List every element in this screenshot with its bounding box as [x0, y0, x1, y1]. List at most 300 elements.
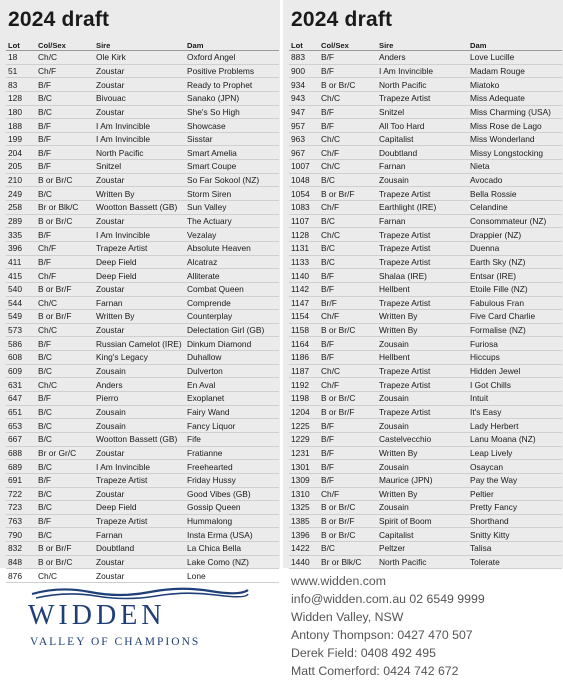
cell-lot: 540	[6, 282, 36, 296]
table-row	[289, 364, 562, 378]
cell-dam: Entsar (IRE)	[468, 269, 562, 283]
cell-dam: Miss Rose de Lago	[468, 119, 562, 133]
cell-col-sex: B/F	[36, 392, 94, 406]
cell-sire: Zousain	[94, 364, 185, 378]
cell-col-sex: Ch/F	[36, 64, 94, 78]
cell-col-sex: B or Br/F	[319, 514, 377, 528]
cell-sire: Zoustar	[94, 569, 185, 583]
cell-lot: 1396	[289, 528, 319, 542]
table-row	[289, 460, 562, 474]
table-row	[6, 501, 279, 515]
table-row	[6, 405, 279, 419]
table-row	[6, 419, 279, 433]
cell-dam: Leap Lively	[468, 446, 562, 460]
cell-col-sex: B/F	[319, 269, 377, 283]
table-row	[6, 432, 279, 446]
cell-sire: Trapeze Artist	[94, 514, 185, 528]
table-row	[289, 446, 562, 460]
cell-col-sex: B or Br/C	[319, 528, 377, 542]
cell-dam: She's So High	[185, 105, 279, 119]
cell-sire: Zousain	[377, 337, 468, 351]
cell-col-sex: B or Br/F	[36, 310, 94, 324]
cell-sire: Russian Camelot (IRE)	[94, 337, 185, 351]
cell-col-sex: Ch/F	[319, 310, 377, 324]
cell-lot: 1142	[289, 282, 319, 296]
table-row	[289, 487, 562, 501]
table-row	[289, 432, 562, 446]
cell-dam: Comprende	[185, 296, 279, 310]
cell-dam: Fabulous Fran	[468, 296, 562, 310]
table-row	[289, 228, 562, 242]
cell-dam: Insta Erma (USA)	[185, 528, 279, 542]
cell-lot: 1231	[289, 446, 319, 460]
cell-sire: Zousain	[94, 405, 185, 419]
cell-sire: Snitzel	[377, 105, 468, 119]
cell-col-sex: B/F	[319, 419, 377, 433]
cell-sire: Anders	[377, 51, 468, 65]
cell-sire: I Am Invincible	[94, 119, 185, 133]
table-row	[289, 473, 562, 487]
cell-col-sex: B or Br/F	[36, 282, 94, 296]
header-lot: Lot	[6, 40, 36, 51]
cell-sire: Trapeze Artist	[377, 255, 468, 269]
table-row	[289, 269, 562, 283]
table-row	[6, 64, 279, 78]
cell-col-sex: B/C	[36, 419, 94, 433]
cell-sire: Zousain	[377, 460, 468, 474]
cell-col-sex: Ch/C	[36, 51, 94, 65]
table-row	[6, 282, 279, 296]
cell-lot: 1310	[289, 487, 319, 501]
table-row	[289, 119, 562, 133]
cell-dam: Dinkum Diamond	[185, 337, 279, 351]
cell-lot: 1131	[289, 241, 319, 255]
cell-lot: 289	[6, 214, 36, 228]
cell-sire: Castelvecchio	[377, 432, 468, 446]
cell-dam: Bella Rossie	[468, 187, 562, 201]
cell-dam: Sisstar	[185, 132, 279, 146]
cell-sire: Trapeze Artist	[377, 91, 468, 105]
cell-dam: La Chica Bella	[185, 542, 279, 556]
table-row	[289, 105, 562, 119]
cell-sire: North Pacific	[377, 78, 468, 92]
cell-sire: Written By	[377, 446, 468, 460]
cell-lot: 609	[6, 364, 36, 378]
email-phone[interactable]: info@widden.com.au 02 6549 9999	[291, 592, 485, 606]
cell-dam: Delectation Girl (GB)	[185, 323, 279, 337]
cell-col-sex: Br or Gr/C	[36, 446, 94, 460]
cell-lot: 763	[6, 514, 36, 528]
cell-col-sex: B or Br/C	[319, 501, 377, 515]
cell-dam: Pretty Fancy	[468, 501, 562, 515]
cell-dam: Duhallow	[185, 351, 279, 365]
cell-dam: Etoile Fille (NZ)	[468, 282, 562, 296]
cell-sire: Anders	[94, 378, 185, 392]
table-row	[289, 91, 562, 105]
cell-lot: 1422	[289, 542, 319, 556]
cell-sire: All Too Hard	[377, 119, 468, 133]
cell-dam: Good Vibes (GB)	[185, 487, 279, 501]
table-row	[6, 173, 279, 187]
cell-col-sex: Br/F	[319, 296, 377, 310]
cell-col-sex: B or Br/C	[36, 173, 94, 187]
cell-lot: 415	[6, 269, 36, 283]
table-row	[289, 337, 562, 351]
table-row	[289, 255, 562, 269]
cell-sire: Zousain	[377, 501, 468, 515]
cell-dam: Miss Adequate	[468, 91, 562, 105]
cell-dam: Alliterate	[185, 269, 279, 283]
table-row	[6, 214, 279, 228]
cell-dam: Counterplay	[185, 310, 279, 324]
table-row	[6, 323, 279, 337]
draft-list-right	[283, 0, 563, 568]
cell-col-sex: B/C	[36, 432, 94, 446]
cell-lot: 876	[6, 569, 36, 583]
cell-sire: Snitzel	[94, 160, 185, 174]
cell-dam: Pay the Way	[468, 473, 562, 487]
cell-lot: 205	[6, 160, 36, 174]
table-row	[6, 514, 279, 528]
table-row	[6, 351, 279, 365]
cell-dam: Shorthand	[468, 514, 562, 528]
cell-dam: En Aval	[185, 378, 279, 392]
cell-sire: Written By	[94, 187, 185, 201]
cell-sire: Doubtland	[94, 542, 185, 556]
cell-dam: Talisa	[468, 542, 562, 556]
cell-sire: North Pacific	[94, 146, 185, 160]
cell-col-sex: B/F	[36, 255, 94, 269]
table-row	[289, 51, 562, 65]
draft-rows-left	[6, 51, 279, 583]
cell-col-sex: B/F	[36, 337, 94, 351]
cell-lot: 1048	[289, 173, 319, 187]
cell-lot: 1054	[289, 187, 319, 201]
cell-sire: Zousain	[377, 173, 468, 187]
cell-lot: 1007	[289, 160, 319, 174]
cell-sire: Zoustar	[94, 64, 185, 78]
table-row	[6, 392, 279, 406]
cell-col-sex: B/F	[319, 105, 377, 119]
cell-lot: 1083	[289, 201, 319, 215]
cell-lot: 1133	[289, 255, 319, 269]
cell-sire: Wootton Bassett (GB)	[94, 201, 185, 215]
cell-lot: 249	[6, 187, 36, 201]
cell-lot: 549	[6, 310, 36, 324]
cell-sire: I Am Invincible	[94, 132, 185, 146]
draft-table-right	[289, 40, 562, 569]
cell-col-sex: Ch/C	[36, 323, 94, 337]
table-row	[6, 310, 279, 324]
cell-lot: 832	[6, 542, 36, 556]
cell-dam: Freehearted	[185, 460, 279, 474]
cell-dam: Gossip Queen	[185, 501, 279, 515]
table-row	[6, 378, 279, 392]
cell-dam: Alcatraz	[185, 255, 279, 269]
cell-col-sex: B or Br/F	[36, 542, 94, 556]
cell-lot: 934	[289, 78, 319, 92]
cell-dam: Furiosa	[468, 337, 562, 351]
cell-dam: Missy Longstocking	[468, 146, 562, 160]
cell-lot: 1140	[289, 269, 319, 283]
cell-dam: Madam Rouge	[468, 64, 562, 78]
draft-list-left	[0, 0, 280, 581]
wave-icon	[30, 586, 250, 600]
logo-tagline: VALLEY OF CHAMPIONS	[30, 636, 201, 648]
cell-lot: 943	[289, 91, 319, 105]
cell-dam: Fife	[185, 432, 279, 446]
cell-dam: Sanako (JPN)	[185, 91, 279, 105]
table-header-row	[6, 40, 279, 51]
cell-lot: 790	[6, 528, 36, 542]
table-row	[6, 364, 279, 378]
cell-dam: Intuit	[468, 392, 562, 406]
cell-dam: Consommateur (NZ)	[468, 214, 562, 228]
cell-dam: Miss Wonderland	[468, 132, 562, 146]
table-row	[6, 132, 279, 146]
cell-col-sex: B/C	[36, 405, 94, 419]
cell-dam: Hummalong	[185, 514, 279, 528]
table-row	[289, 173, 562, 187]
cell-col-sex: B/F	[319, 446, 377, 460]
draft-rows-right	[289, 51, 562, 569]
cell-lot: 1229	[289, 432, 319, 446]
header-sire: Sire	[94, 40, 185, 51]
cell-col-sex: B/F	[36, 78, 94, 92]
table-row	[6, 542, 279, 556]
cell-lot: 335	[6, 228, 36, 242]
table-row	[289, 296, 562, 310]
cell-dam: Formalise (NZ)	[468, 323, 562, 337]
cell-col-sex: B/F	[319, 473, 377, 487]
cell-lot: 199	[6, 132, 36, 146]
contact-matt: Matt Comerford: 0424 742 672	[291, 664, 459, 678]
cell-col-sex: B/C	[36, 105, 94, 119]
cell-dam: Absolute Heaven	[185, 241, 279, 255]
table-row	[6, 51, 279, 65]
cell-lot: 631	[6, 378, 36, 392]
cell-sire: North Pacific	[377, 555, 468, 569]
cell-dam: Exoplanet	[185, 392, 279, 406]
cell-lot: 1325	[289, 501, 319, 515]
table-row	[289, 419, 562, 433]
cell-col-sex: B/F	[36, 132, 94, 146]
cell-col-sex: B/C	[319, 214, 377, 228]
cell-col-sex: B/F	[36, 160, 94, 174]
logo-title: WIDDEN	[28, 600, 166, 631]
cell-sire: Zousain	[94, 419, 185, 433]
cell-lot: 947	[289, 105, 319, 119]
cell-col-sex: B/C	[36, 528, 94, 542]
cell-sire: King's Legacy	[94, 351, 185, 365]
cell-col-sex: Ch/C	[319, 132, 377, 146]
cell-sire: Trapeze Artist	[377, 296, 468, 310]
draft-title-right: 2024 draft	[291, 8, 393, 31]
table-row	[6, 255, 279, 269]
table-row	[289, 501, 562, 515]
cell-sire: Farnan	[94, 296, 185, 310]
draft-table-left	[6, 40, 279, 583]
cell-sire: I Am Invincible	[94, 228, 185, 242]
website-link[interactable]: www.widden.com	[291, 574, 386, 588]
cell-sire: Zoustar	[94, 105, 185, 119]
table-row	[6, 460, 279, 474]
cell-dam: Fairy Wand	[185, 405, 279, 419]
table-row	[289, 323, 562, 337]
cell-lot: 1385	[289, 514, 319, 528]
cell-sire: Peltzer	[377, 542, 468, 556]
cell-sire: Deep Field	[94, 255, 185, 269]
cell-lot: 689	[6, 460, 36, 474]
draft-title-left: 2024 draft	[8, 8, 110, 31]
cell-lot: 1187	[289, 364, 319, 378]
cell-sire: Shalaa (IRE)	[377, 269, 468, 283]
cell-dam: Oxford Angel	[185, 51, 279, 65]
cell-sire: Zoustar	[94, 214, 185, 228]
cell-lot: 1225	[289, 419, 319, 433]
cell-col-sex: B/F	[36, 473, 94, 487]
cell-col-sex: B/C	[319, 241, 377, 255]
cell-lot: 647	[6, 392, 36, 406]
cell-dam: Positive Problems	[185, 64, 279, 78]
cell-lot: 667	[6, 432, 36, 446]
cell-lot: 1107	[289, 214, 319, 228]
cell-dam: Combat Queen	[185, 282, 279, 296]
cell-dam: Avocado	[468, 173, 562, 187]
cell-sire: Written By	[377, 310, 468, 324]
cell-lot: 883	[289, 51, 319, 65]
cell-dam: Duenna	[468, 241, 562, 255]
cell-sire: Zoustar	[94, 555, 185, 569]
cell-col-sex: B/C	[36, 501, 94, 515]
table-row	[289, 310, 562, 324]
cell-dam: Nieta	[468, 160, 562, 174]
cell-col-sex: Ch/C	[36, 296, 94, 310]
cell-lot: 848	[6, 555, 36, 569]
cell-sire: Zoustar	[94, 323, 185, 337]
table-row	[289, 514, 562, 528]
cell-col-sex: B or Br/C	[36, 555, 94, 569]
cell-dam: The Actuary	[185, 214, 279, 228]
cell-col-sex: B or Br/C	[36, 214, 94, 228]
cell-col-sex: B/C	[319, 173, 377, 187]
cell-sire: Trapeze Artist	[377, 378, 468, 392]
cell-col-sex: B/F	[36, 228, 94, 242]
cell-dam: Five Card Charlie	[468, 310, 562, 324]
cell-col-sex: B/C	[36, 460, 94, 474]
cell-col-sex: B/F	[36, 514, 94, 528]
cell-sire: Farnan	[377, 214, 468, 228]
cell-dam: Vezalay	[185, 228, 279, 242]
cell-col-sex: B/C	[319, 542, 377, 556]
cell-lot: 396	[6, 241, 36, 255]
cell-sire: Written By	[377, 487, 468, 501]
cell-dam: Fratianne	[185, 446, 279, 460]
cell-col-sex: B/C	[36, 364, 94, 378]
cell-col-sex: Ch/C	[319, 364, 377, 378]
cell-col-sex: B/C	[319, 255, 377, 269]
table-row	[6, 105, 279, 119]
cell-sire: I Am Invincible	[377, 64, 468, 78]
cell-sire: Ole Kirk	[94, 51, 185, 65]
table-row	[289, 282, 562, 296]
header-dam: Dam	[468, 40, 562, 51]
cell-lot: 586	[6, 337, 36, 351]
cell-col-sex: Ch/F	[319, 201, 377, 215]
cell-col-sex: Ch/F	[319, 378, 377, 392]
cell-col-sex: Ch/F	[36, 269, 94, 283]
table-row	[289, 351, 562, 365]
cell-sire: Hellbent	[377, 282, 468, 296]
cell-lot: 963	[289, 132, 319, 146]
cell-col-sex: Ch/C	[319, 228, 377, 242]
cell-lot: 722	[6, 487, 36, 501]
cell-col-sex: B or Br/C	[319, 392, 377, 406]
cell-dam: I Got Chills	[468, 378, 562, 392]
table-row	[289, 132, 562, 146]
cell-lot: 1128	[289, 228, 319, 242]
table-row	[289, 160, 562, 174]
cell-sire: Zoustar	[94, 173, 185, 187]
cell-col-sex: B/F	[319, 51, 377, 65]
table-row	[6, 146, 279, 160]
cell-sire: Written By	[377, 323, 468, 337]
contact-antony: Antony Thompson: 0427 470 507	[291, 628, 473, 642]
cell-lot: 1192	[289, 378, 319, 392]
cell-dam: Sun Valley	[185, 201, 279, 215]
cell-sire: Spirit of Boom	[377, 514, 468, 528]
header-col-sex: Col/Sex	[36, 40, 94, 51]
cell-sire: Trapeze Artist	[94, 473, 185, 487]
cell-col-sex: Ch/C	[319, 160, 377, 174]
table-row	[289, 405, 562, 419]
cell-col-sex: B/F	[36, 146, 94, 160]
cell-dam: Love Lucille	[468, 51, 562, 65]
contact-derek: Derek Field: 0408 492 495	[291, 646, 436, 660]
cell-col-sex: Ch/F	[319, 146, 377, 160]
cell-lot: 1198	[289, 392, 319, 406]
cell-dam: Dulverton	[185, 364, 279, 378]
cell-col-sex: B/C	[36, 351, 94, 365]
cell-col-sex: Br or Blk/C	[319, 555, 377, 569]
table-row	[289, 378, 562, 392]
table-row	[289, 241, 562, 255]
cell-sire: Trapeze Artist	[377, 241, 468, 255]
table-row	[6, 528, 279, 542]
table-row	[289, 555, 562, 569]
cell-lot: 18	[6, 51, 36, 65]
table-row	[289, 392, 562, 406]
cell-sire: Trapeze Artist	[377, 187, 468, 201]
cell-col-sex: B/F	[319, 432, 377, 446]
cell-dam: Lanu Moana (NZ)	[468, 432, 562, 446]
cell-lot: 188	[6, 119, 36, 133]
cell-lot: 204	[6, 146, 36, 160]
header-lot: Lot	[289, 40, 319, 51]
cell-dam: It's Easy	[468, 405, 562, 419]
table-header-row	[289, 40, 562, 51]
cell-dam: Fancy Liquor	[185, 419, 279, 433]
cell-sire: I Am Invincible	[94, 460, 185, 474]
table-row	[6, 296, 279, 310]
cell-sire: Capitalist	[377, 132, 468, 146]
cell-lot: 1158	[289, 323, 319, 337]
cell-sire: Deep Field	[94, 501, 185, 515]
cell-sire: Wootton Bassett (GB)	[94, 432, 185, 446]
cell-col-sex: B or Br/F	[319, 187, 377, 201]
cell-sire: Written By	[94, 310, 185, 324]
cell-col-sex: B/F	[319, 282, 377, 296]
